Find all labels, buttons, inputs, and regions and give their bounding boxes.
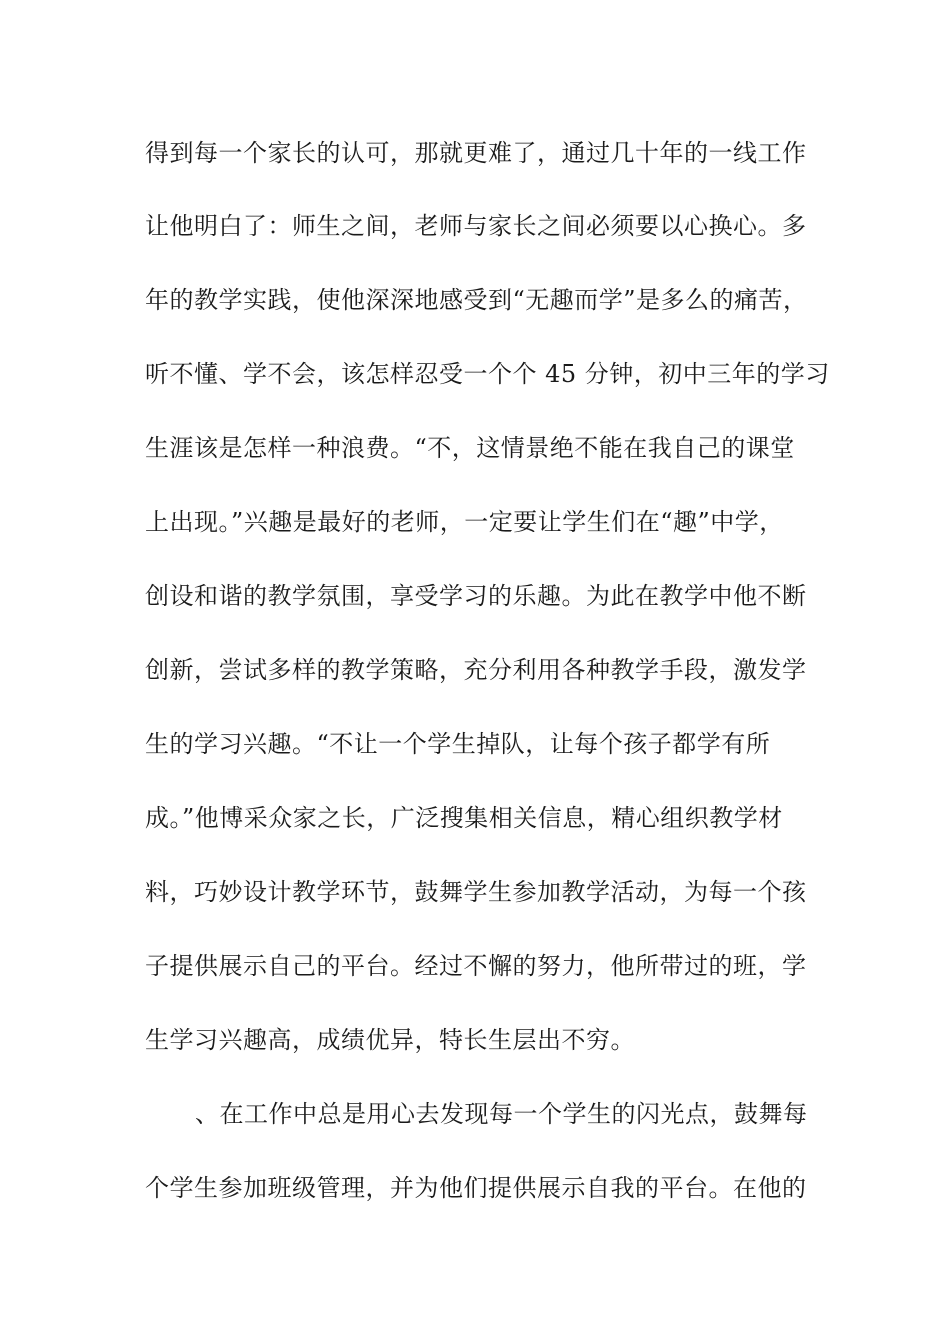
paragraph-line: 听不懂、学不会，该怎样忍受一个个 45 分钟，初中三年的学习 xyxy=(145,360,830,388)
paragraph-line-indented: 、在工作中总是用心去发现每一个学生的闪光点，鼓舞每 xyxy=(195,1100,808,1128)
paragraph-line: 生涯该是怎样一种浪费。“不，这情景绝不能在我自己的课堂 xyxy=(145,434,795,462)
paragraph-line: 成。”他博采众家之长，广泛搜集相关信息，精心组织教学材 xyxy=(145,804,783,832)
paragraph-line: 生学习兴趣高，成绩优异，特长生层出不穷。 xyxy=(145,1026,635,1054)
paragraph-line: 个学生参加班级管理，并为他们提供展示自我的平台。在他的 xyxy=(145,1174,807,1202)
paragraph-line: 上出现。”兴趣是最好的老师，一定要让学生们在“趣”中学， xyxy=(145,508,784,536)
paragraph-line: 子提供展示自己的平台。经过不懈的努力，他所带过的班，学 xyxy=(145,952,807,980)
paragraph-line: 年的教学实践，使他深深地感受到“无趣而学”是多么的痛苦， xyxy=(145,286,808,314)
paragraph-line: 料，巧妙设计教学环节，鼓舞学生参加教学活动，为每一个孩 xyxy=(145,878,807,906)
paragraph-line: 生的学习兴趣。“不让一个学生掉队，让每个孩子都学有所 xyxy=(145,730,771,758)
paragraph-line: 得到每一个家长的认可，那就更难了，通过几十年的一线工作 xyxy=(145,139,807,167)
paragraph-line: 让他明白了：师生之间，老师与家长之间必须要以心换心。多 xyxy=(145,212,807,240)
paragraph-line: 创设和谐的教学氛围，享受学习的乐趣。为此在教学中他不断 xyxy=(145,582,807,610)
paragraph-line: 创新，尝试多样的教学策略，充分利用各种教学手段，激发学 xyxy=(145,656,807,684)
